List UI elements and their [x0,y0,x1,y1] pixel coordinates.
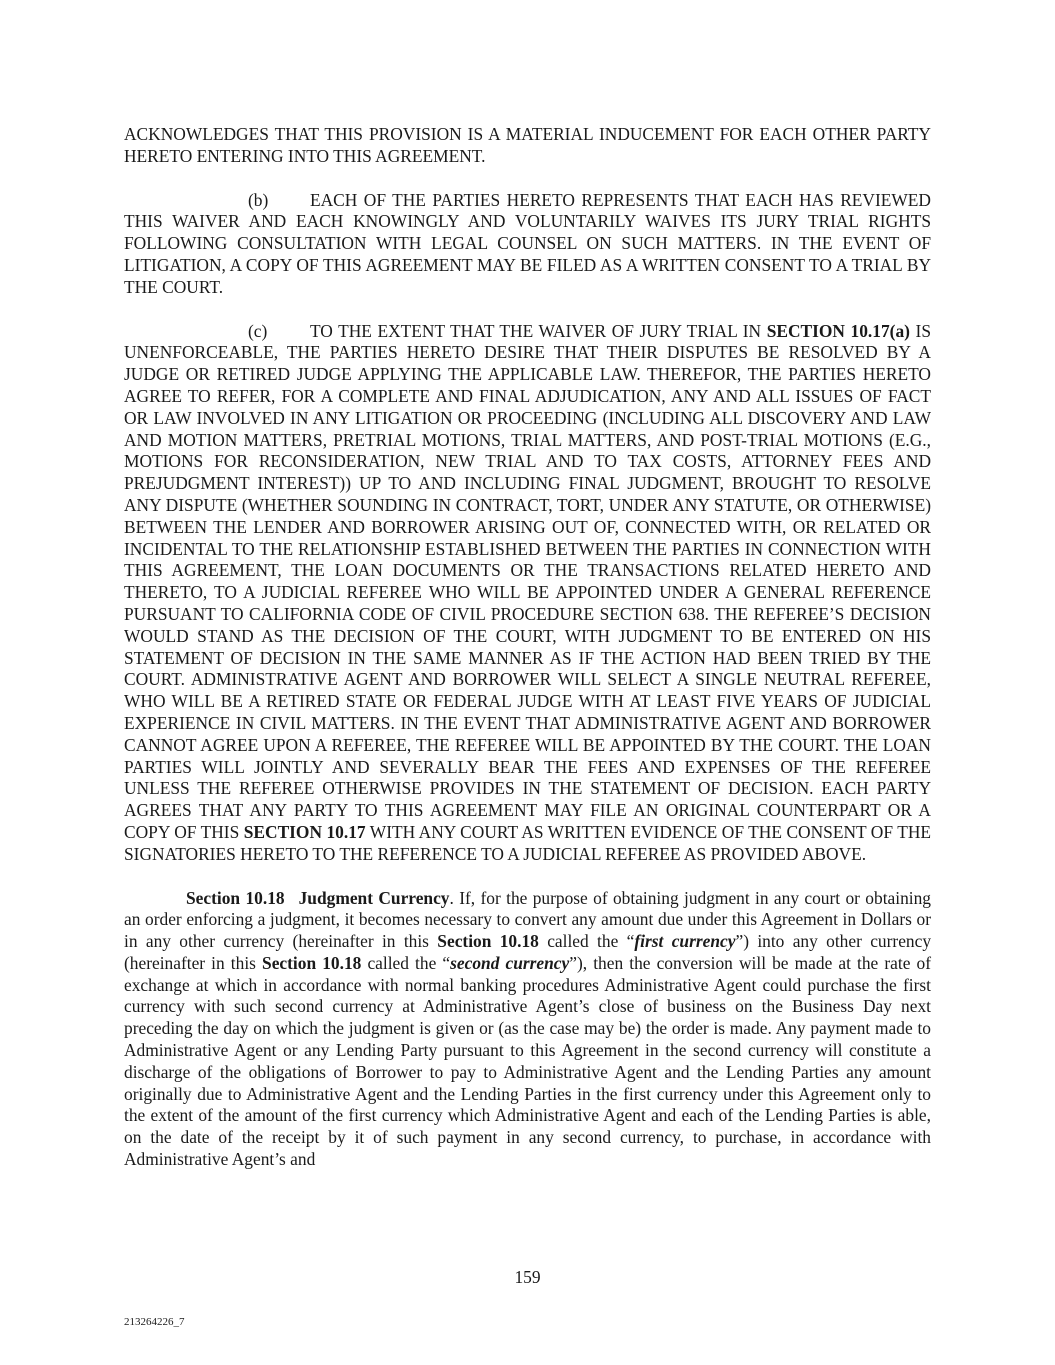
paragraph-c [124,321,931,866]
section-text: called the “ [361,952,451,973]
defined-term: second currency [450,952,570,973]
section-text: called the “ [538,931,635,952]
document-id: 213264226_7 [124,1316,185,1328]
paragraph-c-label: (c) [248,320,268,341]
section-text: . If, for the purpose of obtaining judgment in any court or obtaining an order enforcing a judgment, it becomes necessary to convert any amount due under this Agreement in Dollars or in any other currency (hereinafter in this [124,887,932,952]
paragraph-b-text: EACH OF THE PARTIES HERETO REPRESENTS THAT EACH HAS REVIEWED THIS WAIVER AND EACH KNOWINGLY AND VOLUNTARILY WAIVES ITS JURY TRIAL RIGHTS FOLLOWING CONSULTATION WITH LEGAL COUNSEL ON SUCH MATTERS. IN THE EVENT OF LITIGATION, A COPY OF THIS AGREEMENT MAY BE FILED AS A WRITTEN CONSENT TO A TRIAL BY THE COURT. [124,189,931,297]
section-reference: Section 10.18 [437,931,539,952]
section-text: ”) into any other currency (hereinafter in this [124,931,932,973]
section-reference: SECTION 10.17(a) [766,320,910,341]
section-reference: Section 10.18 [262,952,362,973]
document-body [124,124,931,1171]
paragraph-c-text: IS UNENFORCEABLE, THE PARTIES HERETO DESIRE THAT THEIR DISPUTES BE RESOLVED BY A JUDGE OR RETIRED JUDGE APPLYING THE APPLICABLE LAW. THEREFOR, THE PARTIES HERETO AGREE TO REFER, FOR A COMPLETE AND FINAL ADJUDICATION, ANY AND ALL ISSUES OF FACT OR LAW INVOLVED IN ANY LITIGATION OR PROCEEDING (INCLUDING ALL DISCOVERY AND LAW AND MOTION MATTERS, PRETRIAL MOTIONS, TRIAL MATTERS, AND POST-TRIAL MOTIONS (E.G., MOTIONS FOR RECONSIDERATION, NEW TRIAL AND TO TAX COSTS, ATTORNEY FEES AND PREJUDGMENT INTEREST)) UP TO AND INCLUDING FINAL JUDGMENT, BROUGHT TO RESOLVE ANY DISPUTE (WHETHER SOUNDING IN CONTRACT, TORT, UNDER ANY STATUTE, OR OTHERWISE) BETWEEN THE LENDER AND BORROWER ARISING OUT OF, CONNECTED WITH, OR RELATED OR INCIDENTAL TO THE RELATIONSHIP ESTABLISHED BETWEEN THE PARTIES IN CONNECTION WITH THIS AGREEMENT, THE LOAN DOCUMENTS OR THE TRANSACTIONS RELATED HERETO AND THERETO, TO A JUDICIAL REFEREE WHO WILL BE APPOINTED UNDER A GENERAL REFERENCE PURSUANT TO CALIFORNIA CODE OF CIVIL PROCEDURE SECTION 638. THE REFEREE’S DECISION WOULD STAND AS THE DECISION OF THE COURT, WITH JUDGMENT TO BE ENTERED ON HIS STATEMENT OF DECISION IN THE SAME MANNER AS IF THE ACTION HAD BEEN TRIED BY THE COURT. ADMINISTRATIVE AGENT AND BORROWER WILL SELECT A SINGLE NEUTRAL REFEREE, WHO WILL BE A RETIRED STATE OR FEDERAL JUDGE WITH AT LEAST FIVE YEARS OF JUDICIAL EXPERIENCE IN CIVIL MATTERS. IN THE EVENT THAT ADMINISTRATIVE AGENT AND BORROWER CANNOT AGREE UPON A REFEREE, THE REFEREE WILL BE APPOINTED BY THE COURT. THE LOAN PARTIES WILL JOINTLY AND SEVERALLY BEAR THE FEES AND EXPENSES OF THE REFEREE UNLESS THE REFEREE OTHERWISE PROVIDES IN THE STATEMENT OF DECISION. EACH PARTY AGREES THAT ANY PARTY TO THIS AGREEMENT MAY FILE AN ORIGINAL COUNTERPART OR A COPY OF THIS [124,320,931,842]
section-10-18-paragraph [124,888,931,1171]
page-number: 159 [514,1267,541,1287]
section-text: ”), then the conversion will be made at the rate of exchange at which in accordance with normal banking procedures Administrative Agent could purchase the first currency with such second currency at Administrative Agent’s close of business on the Business Day next preceding the day on which the judgment is given or (as the case may be) the order is made. Any payment made to Administrative Agent or any Lending Party pursuant to this Agreement in the second currency will constitute a discharge of the obligations of Borrower to pay to Administrative Agent and the Lending Parties any amount originally due to Administrative Agent and the Lending Parties in the first currency under this Agreement only to the extent of the amount of the first currency which Administrative Agent and each of the Lending Parties is able, on the date of the receipt by it of such payment in any second currency, to purchase, in accordance with Administrative Agent’s and [124,952,931,1170]
paragraph-c-text: TO THE EXTENT THAT THE WAIVER OF JURY TRIAL IN [310,320,767,341]
section-title: Judgment Currency [298,887,450,908]
continuation-paragraph: ACKNOWLEDGES THAT THIS PROVISION IS A MATERIAL INDUCEMENT FOR EACH OTHER PARTY HERETO ENTERING INTO THIS AGREEMENT. [124,124,931,166]
section-reference: SECTION 10.17 [243,821,366,842]
section-number: Section 10.18 [186,887,285,908]
paragraph-b-label: (b) [248,189,269,210]
defined-term: first currency [634,931,736,952]
paragraph-c-text: WITH ANY COURT AS WRITTEN EVIDENCE OF THE CONSENT OF THE SIGNATORIES HERETO TO THE REFERENCE TO A JUDICIAL REFEREE AS PROVIDED ABOVE. [124,821,931,864]
paragraph-b [124,190,931,299]
